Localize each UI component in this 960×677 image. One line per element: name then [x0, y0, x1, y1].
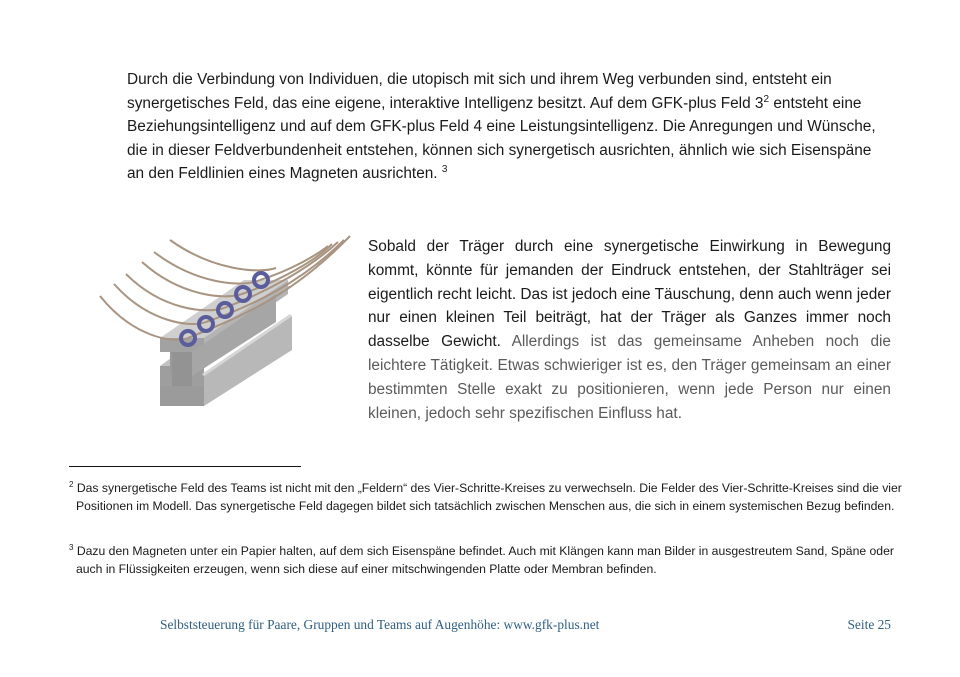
- beam-text-dark: Sobald der Träger durch eine synergetische Einwirkung in Bewegung kommt, könnte für jemanden der Eindruck entstehen, der Stahlträger sei eigentlich recht leicht. Das ist jedoch eine Täuschung, denn auch wenn jeder nur einen kleinen Teil beiträgt, hat der Träger als Ganzes immer noch dasselbe Gewicht.: [368, 238, 891, 351]
- footnote-separator: [69, 466, 301, 467]
- footnote-2-text: Das synergetische Feld des Teams ist nicht mit den „Feldern“ des Vier-Schritte-Kreises zu verwechseln. Die Felder des Vier-Schritte-Kreises sind die vier Positionen im Modell. Das synergetische Feld dagegen bildet sich tatsächlich zwischen Menschen aus, die sich in einem systemischen Bezug befinden.: [73, 481, 902, 513]
- footnote-2-number: 2: [69, 479, 74, 489]
- footnote-ref-3[interactable]: 3: [441, 163, 448, 175]
- intro-text-1: Durch die Verbindung von Individuen, die utopisch mit sich und ihrem Weg verbunden sind, entsteht ein synergetisches Feld, das eine eigene, interaktive Intelligenz besitzt. Auf dem GFK-plus Feld 3: [127, 71, 832, 112]
- intro-paragraph: [127, 68, 887, 186]
- beam-text-gray: Allerdings ist das gemeinsame Anheben noch die leichtere Tätigkeit. Etwas schwieriger ist es, den Träger gemeinsam an einer bestimmten Stelle exakt zu positionieren, wenn jede Person nur einen kleinen, jedoch sehr spezifischen Einfluss hat.: [368, 333, 891, 422]
- footer-title[interactable]: Selbststeuerung für Paare, Gruppen und Teams auf Augenhöhe: www.gfk-plus.net: [160, 617, 600, 632]
- footnote-2: [69, 479, 902, 515]
- steel-beam-illustration: [92, 226, 358, 416]
- steel-beam-svg: [92, 226, 358, 416]
- footnote-3: [69, 542, 902, 578]
- intro-text-2: entsteht eine Beziehungsintelligenz und auf dem GFK-plus Feld 4 eine Leistungsintelligenz. Die Anregungen und Wünsche, die in dieser Feldverbundenheit entstehen, können sich synergetisch ausrichten, ähnlich wie sich Eisenspäne an den Feldlinien eines Magneten ausrichten.: [127, 94, 876, 182]
- footnote-3-number: 3: [69, 542, 74, 552]
- page-number: Seite 25: [847, 617, 891, 632]
- footnote-ref-2[interactable]: 2: [763, 93, 770, 105]
- beam-paragraph: [368, 235, 891, 425]
- footnote-3-text: Dazu den Magneten unter ein Papier halten, auf dem sich Eisenspäne befindet. Auch mit Klängen kann man Bilder in ausgestreutem Sand, Späne oder auch in Flüssigkeiten erzeugen, wenn sich diese auf einer mitschwingenden Platte oder Membran befinden.: [73, 544, 894, 576]
